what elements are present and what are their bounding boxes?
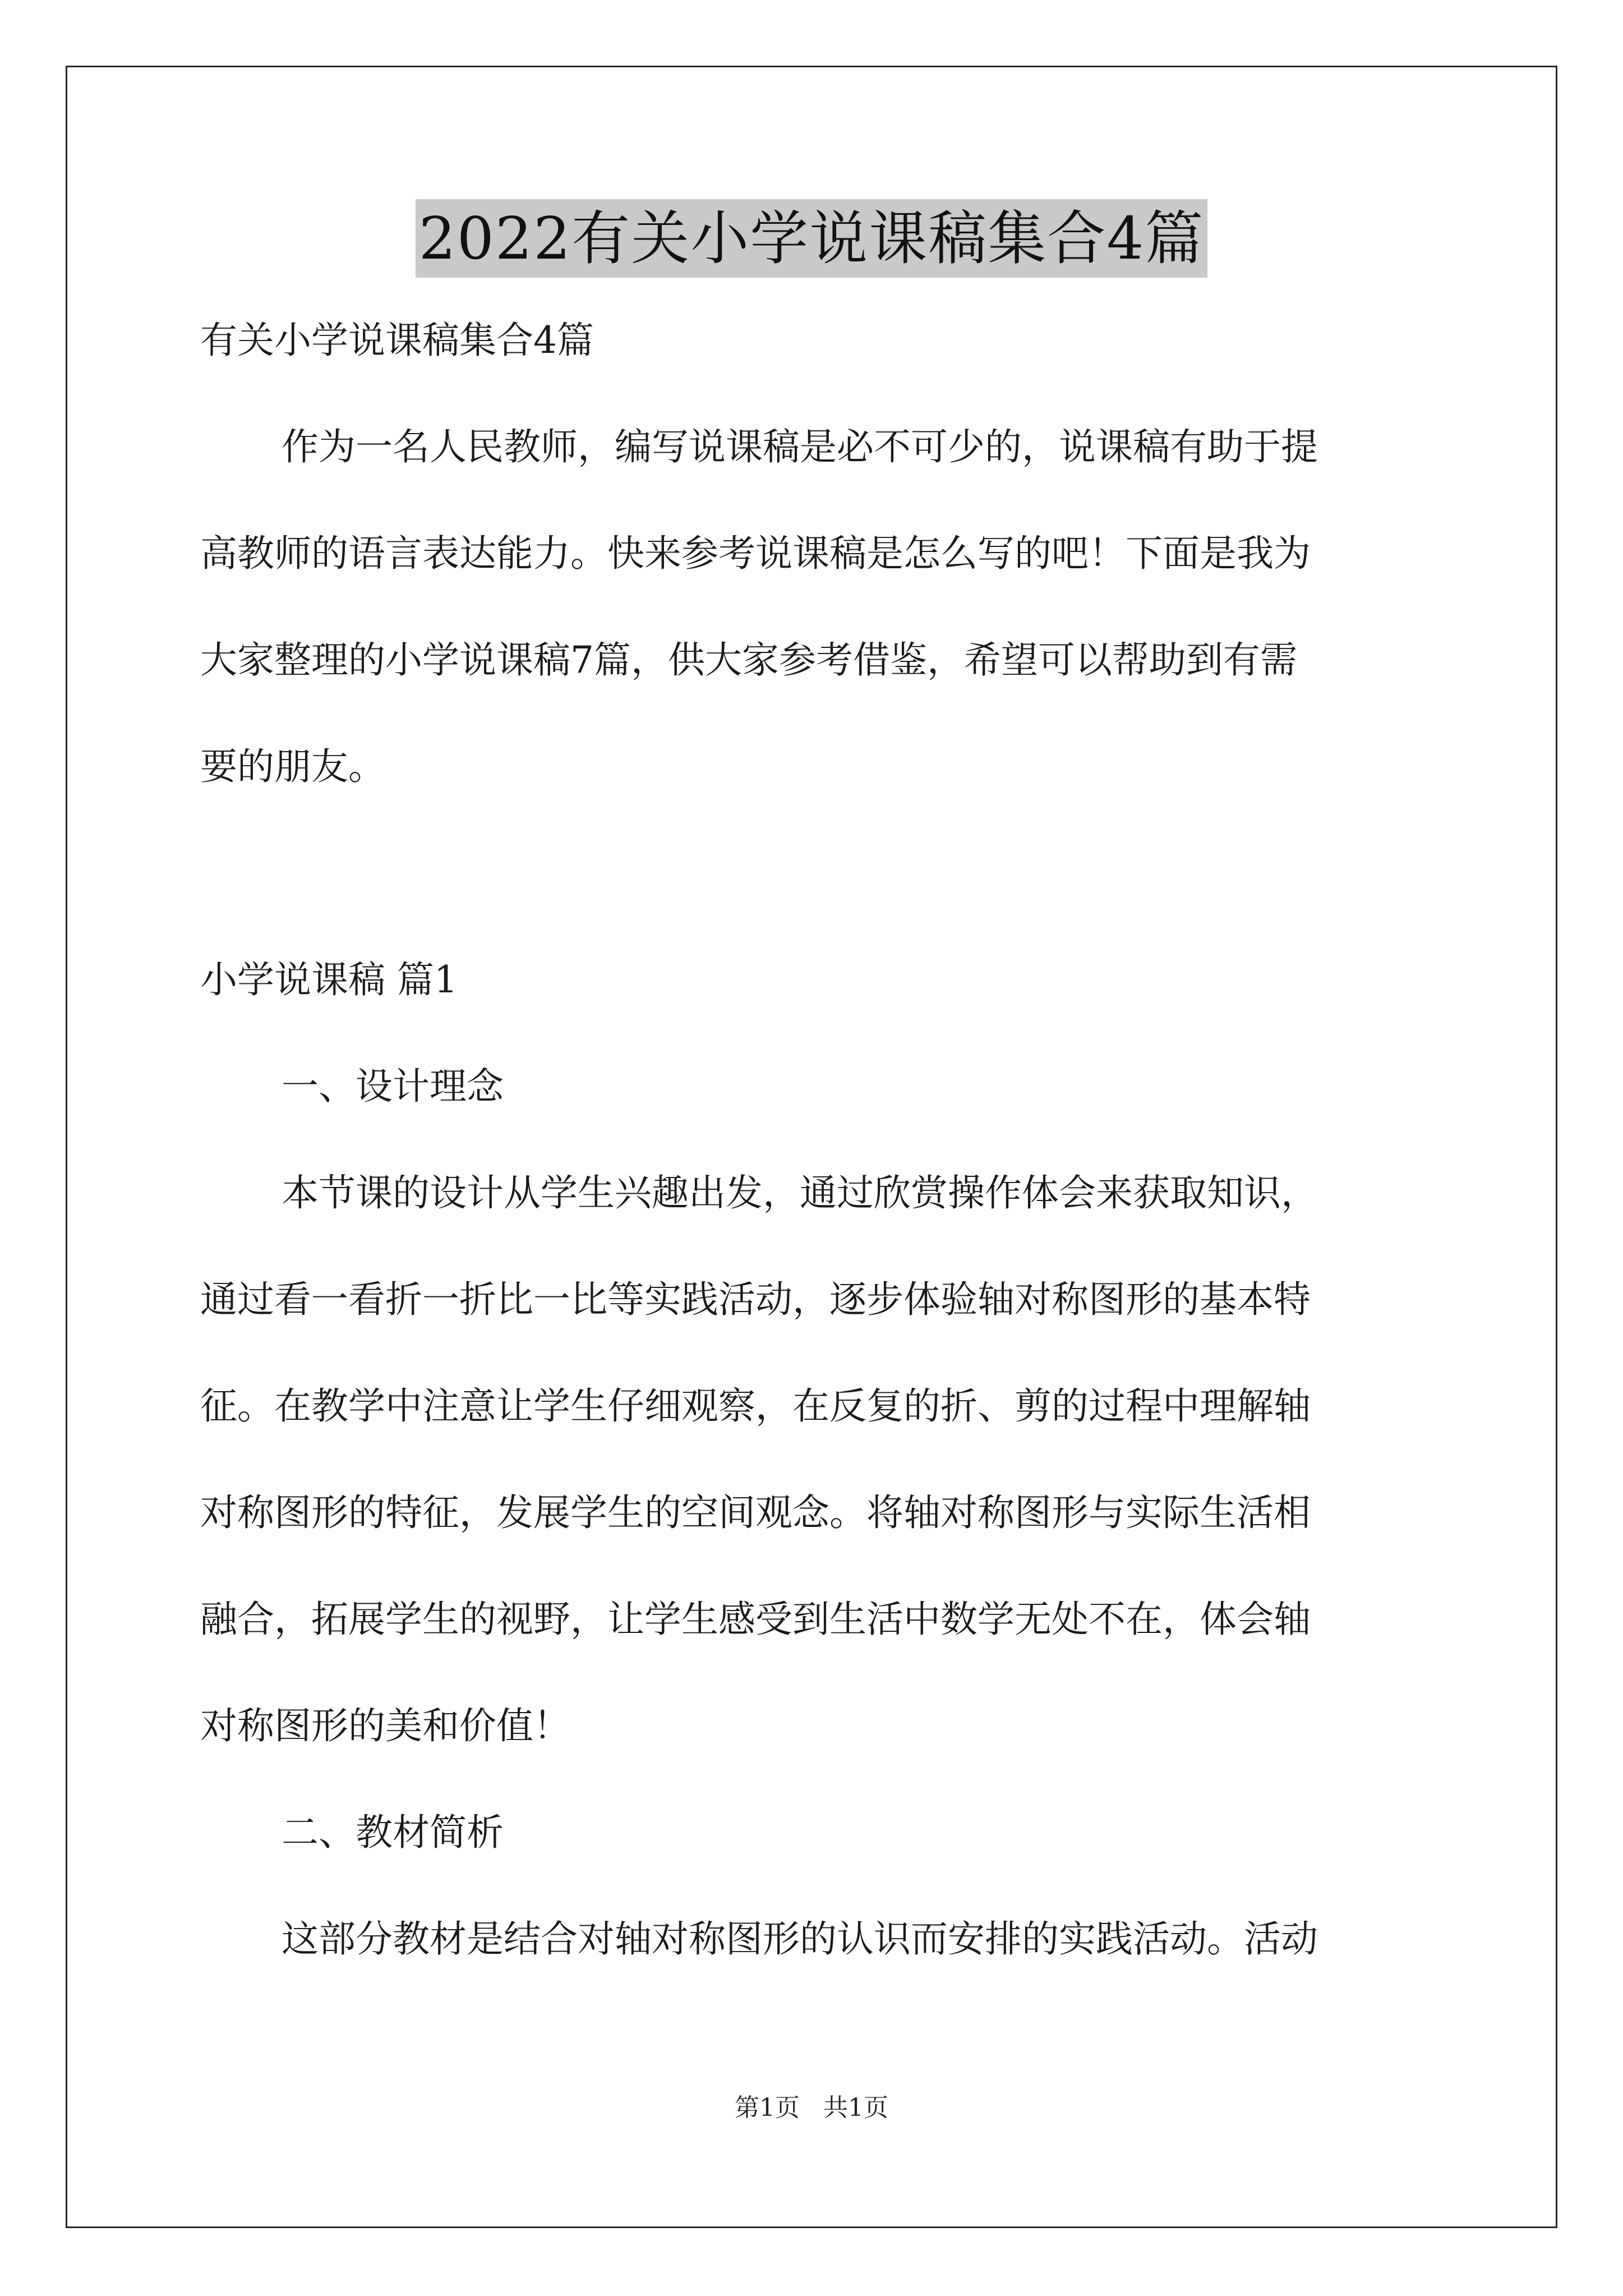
- page-border: [66, 66, 1557, 2228]
- paragraph-line: 征。在教学中注意让学生仔细观察，在反复的折、剪的过程中理解轴: [200, 1384, 1311, 1428]
- page-footer: [0, 2091, 1623, 2125]
- paragraph-line: 融合，拓展学生的视野，让学生感受到生活中数学无处不在，体会轴: [200, 1598, 1311, 1641]
- heading-material-analysis: 二、教材简析: [282, 1811, 504, 1854]
- intro-line: 高教师的语言表达能力。快来参考说课稿是怎么写的吧！下面是我为: [200, 532, 1311, 575]
- subtitle: 有关小学说课稿集合4篇: [200, 319, 594, 362]
- intro-line: 大家整理的小学说课稿7篇，供大家参考借鉴，希望可以帮助到有需: [200, 638, 1297, 682]
- paragraph-line: 通过看一看折一折比一比等实践活动，逐步体验轴对称图形的基本特: [200, 1278, 1311, 1321]
- page-number: 第1页 共1页: [735, 2093, 888, 2122]
- paragraph-line: 对称图形的美和价值！: [200, 1704, 570, 1747]
- heading-design-concept: 一、设计理念: [282, 1065, 504, 1108]
- title-container: [0, 199, 1623, 278]
- intro-line: 作为一名人民教师，编写说课稿是必不可少的，说课稿有助于提: [282, 425, 1318, 468]
- document-title: 2022有关小学说课稿集合4篇: [416, 199, 1208, 278]
- section-heading: 小学说课稿 篇1: [200, 958, 458, 1001]
- paragraph-line: 本节课的设计从学生兴趣出发，通过欣赏操作体会来获取知识，: [282, 1171, 1318, 1214]
- paragraph-line: 对称图形的特征，发展学生的空间观念。将轴对称图形与实际生活相: [200, 1491, 1311, 1534]
- intro-line: 要的朋友。: [200, 745, 385, 788]
- paragraph-line: 这部分教材是结合对轴对称图形的认识而安排的实践活动。活动: [282, 1917, 1318, 1961]
